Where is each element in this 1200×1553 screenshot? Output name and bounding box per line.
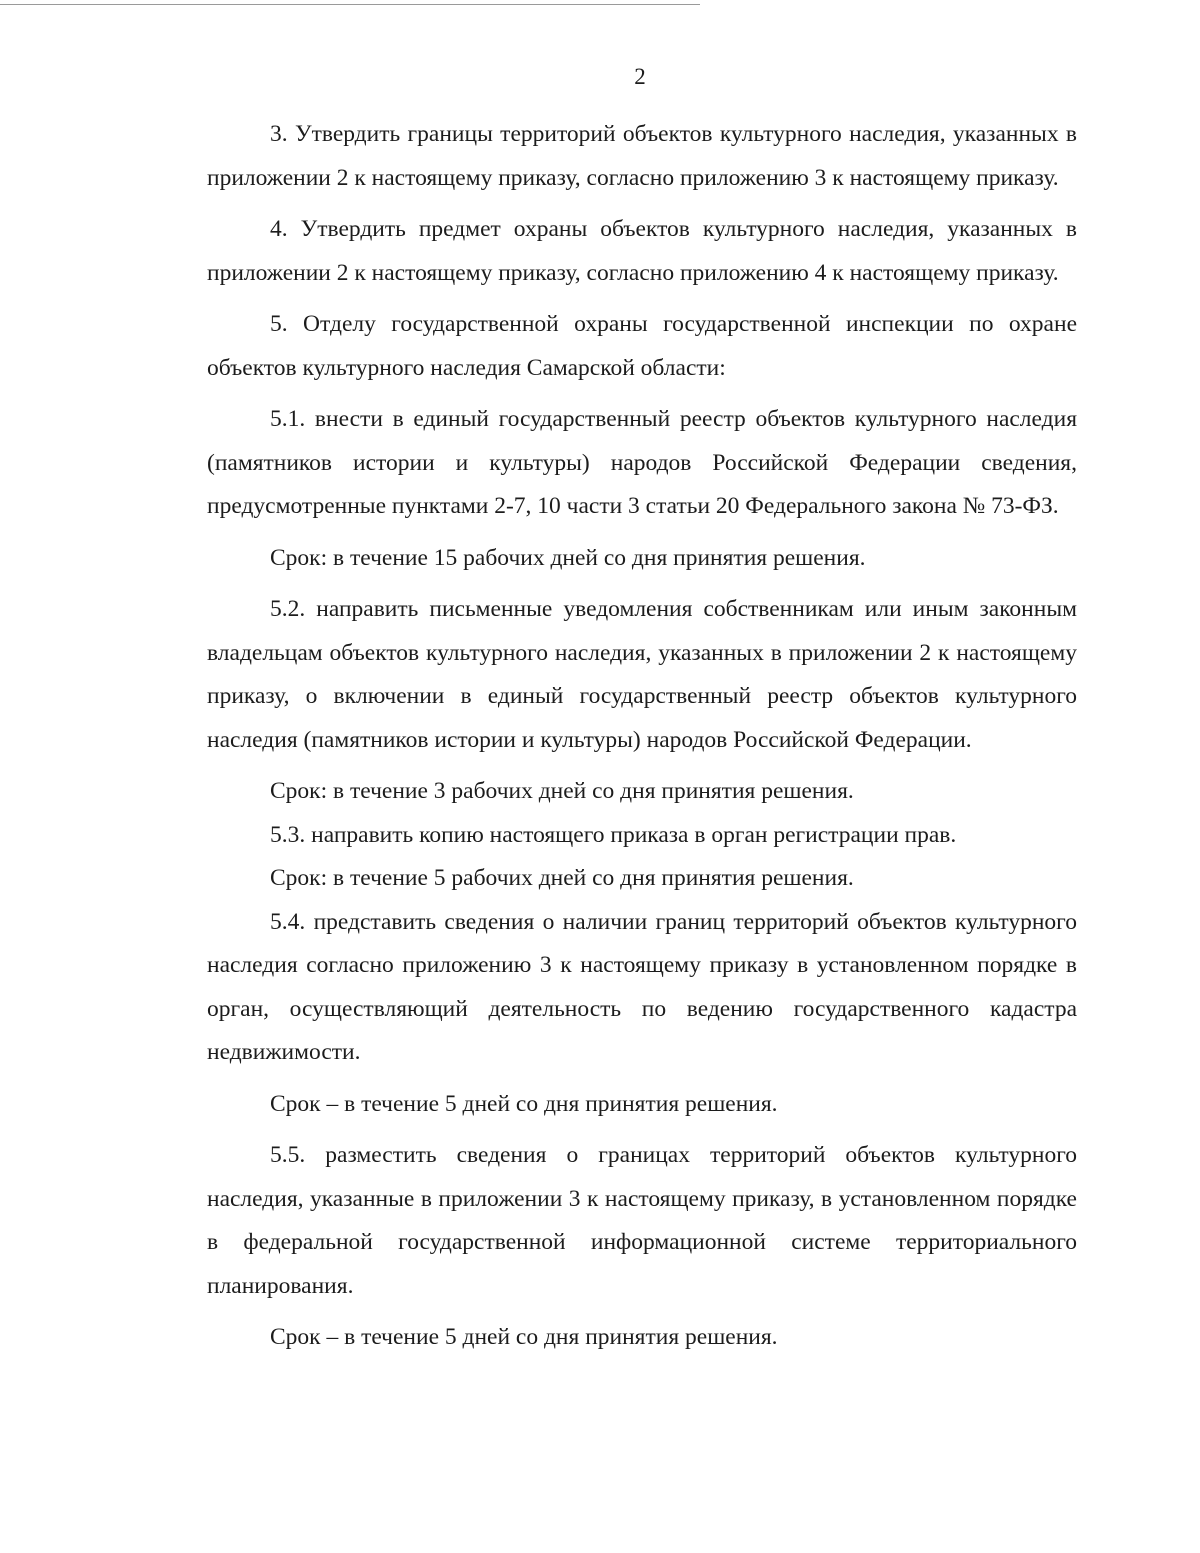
paragraph-5-4: 5.4. представить сведения о наличии границ территорий объектов культурного наследия согласно приложению 3 к настоящему приказу в установленном порядке в орган, осуществляющий деятельность по ведению государственного кадастра недвижимости. [207,908,1077,1065]
deadline-5-1: Срок: в течение 15 рабочих дней со дня принятия решения. [270,544,866,571]
paragraph-3: 3. Утвердить границы территорий объектов культурного наследия, указанных в приложении 2 к настоящему приказу, согласно приложению 3 к настоящему приказу. [207,121,1077,191]
document-body [207,113,1077,1360]
scan-top-rule [0,4,700,5]
deadline-5-4: Срок – в течение 5 дней со дня принятия решения. [270,1090,778,1117]
paragraph-4: 4. Утвердить предмет охраны объектов культурного наследия, указанных в приложении 2 к настоящему приказу, согласно приложению 4 к настоящему приказу. [207,216,1077,286]
paragraph-5-1: 5.1. внести в единый государственный реестр объектов культурного наследия (памятников истории и культуры) народов Российской Федерации сведения, предусмотренные пунктами 2-7, 10 части 3 статьи 20 Федерального закона № 73-ФЗ. [207,406,1077,519]
paragraph-5-5: 5.5. разместить сведения о границах территорий объектов культурного наследия, указанные в приложении 3 к настоящему приказу, в установленном порядке в федеральной государственной информационной системе территориального планирования. [207,1142,1077,1299]
deadline-5-2: Срок: в течение 3 рабочих дней со дня принятия решения. [270,778,854,804]
page-number: 2 [634,64,646,89]
deadline-5-3: Срок: в течение 5 рабочих дней со дня принятия решения. [270,865,854,891]
deadline-5-5: Срок – в течение 5 дней со дня принятия решения. [270,1324,778,1350]
paragraph-5: 5. Отделу государственной охраны государственной инспекции по охране объектов культурного наследия Самарской области: [207,311,1077,381]
paragraph-5-2: 5.2. направить письменные уведомления собственникам или иным законным владельцам объектов культурного наследия, указанных в приложении 2 к настоящему приказу, о включении в единый государственный реестр объектов культурного наследия (памятников истории и культуры) народов Российской Федерации. [207,596,1077,753]
paragraph-5-3: 5.3. направить копию настоящего приказа в орган регистрации прав. [270,821,957,848]
